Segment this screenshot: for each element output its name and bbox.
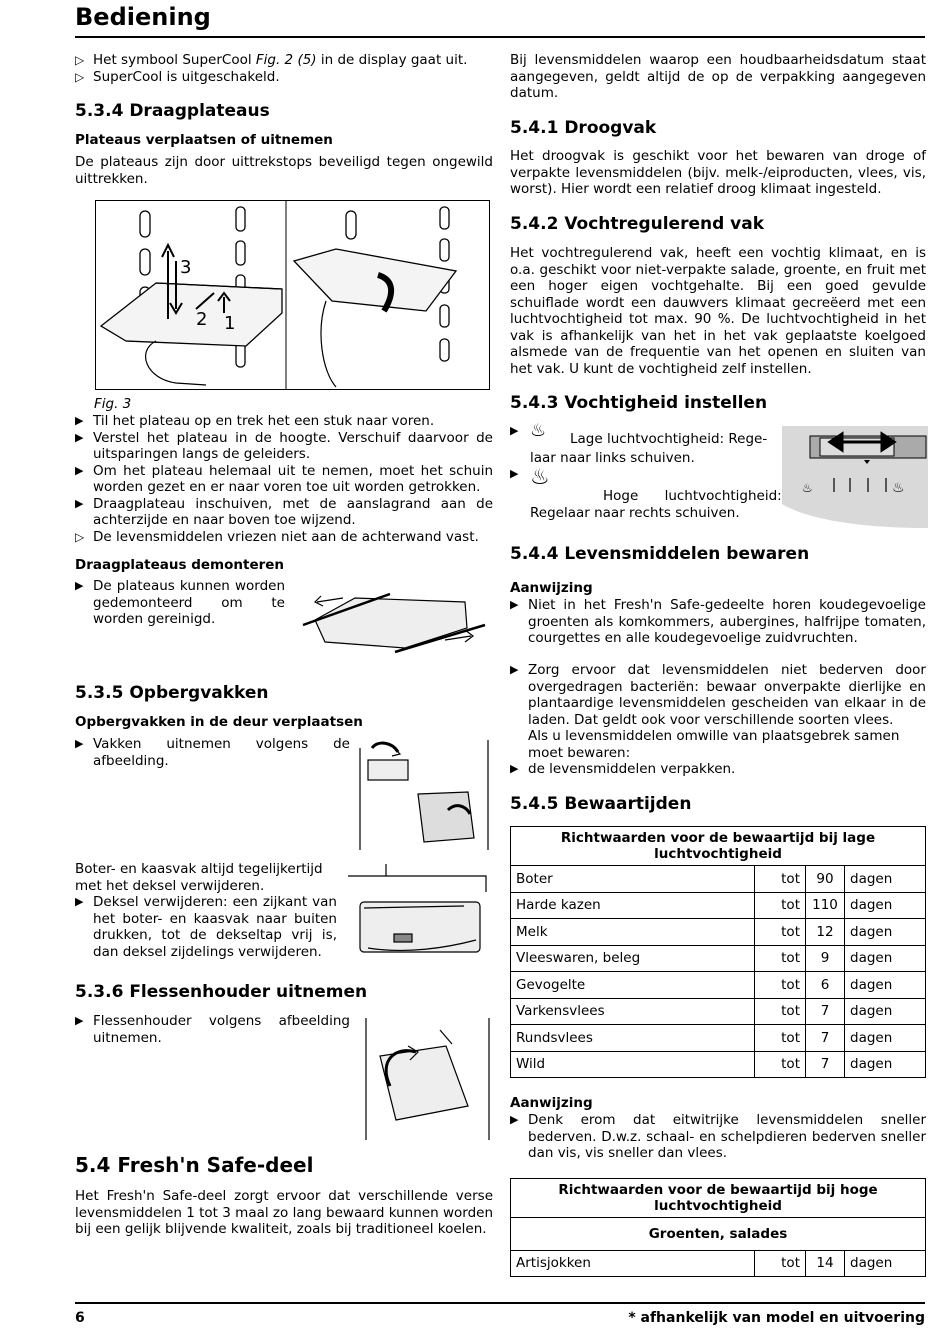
- step-item: ▶ Om het plateau helemaal uit te nemen, moet het schuin worden gezet en er naar voren toe uit worden getrokken.: [75, 462, 493, 495]
- cell: tot: [755, 1025, 806, 1052]
- demount-illustration: [295, 580, 488, 662]
- figure-door-shelf: [358, 738, 490, 850]
- fig-label: 3: [180, 257, 192, 278]
- step-item: ▶ De plateaus kunnen worden gedemonteerd om te worden gereinigd.: [75, 578, 285, 627]
- table-row: [511, 866, 926, 893]
- table-header-row: [511, 827, 926, 866]
- bottle-holder-illustration: [356, 1016, 491, 1140]
- step-text: Vakken uitnemen volgens de afbeelding.: [93, 736, 350, 769]
- cell: tot: [755, 866, 806, 893]
- step-item: ▶ Flessenhouder volgens afbeelding uitnemen.: [75, 1013, 350, 1046]
- paragraph: Het droogvak is geschikt voor het bewaren van droge of verpakte levensmiddelen (bijv. melk-/eiproducten, vlees, vis, worst). Hier wordt een relatief droog klimaat ingesteld.: [510, 148, 926, 197]
- table-row: [511, 1025, 926, 1052]
- note-item: ▶ Zorg ervoor dat levensmiddelen niet bederven door overgedragen bacteriën: bewaar onverpakte dierlijke en plantaardige levensmiddelen gescheiden van elkaar in de laden. Dat geldt ook voor verschillende soorten vlees.: [510, 662, 926, 728]
- butter-compartment-illustration: [346, 862, 491, 970]
- section-heading: 5.3.5 Opbergvakken: [75, 683, 269, 703]
- section-heading: 5.4.3 Vochtigheid instellen: [510, 393, 768, 413]
- cell: tot: [755, 972, 806, 999]
- cell: dagen: [845, 1025, 926, 1052]
- step-text: Deksel verwijderen: een zijkant van het boter- en kaasvak naar buiten drukken, tot de dekseltap vrij is, dan deksel zijdelings verwijderen.: [93, 894, 337, 960]
- fig-label: 2: [196, 309, 208, 330]
- humidity-regulator-figure: [782, 412, 928, 528]
- paragraph: Het Fresh'n Safe-deel zorgt ervoor dat verschillende verse levensmiddelen 1 tot 3 maal zo lang bewaard kunnen worden bij een gelijk blijvende kwaliteit, zoals bij traditioneel koelen.: [75, 1188, 493, 1237]
- footer-note: * afhankelijk van model en uitvoering: [628, 1310, 925, 1326]
- subheading: Draagplateaus demonteren: [75, 557, 285, 573]
- cell: tot: [755, 919, 806, 946]
- notes-list: [510, 662, 926, 778]
- footer-rule: [75, 1302, 925, 1304]
- cell: tot: [755, 1051, 806, 1078]
- cell: Gevogelte: [511, 972, 755, 999]
- high-humidity-icon: ♨: [530, 465, 550, 490]
- high-humidity-text: Hoge luchtvochtigheid:: [603, 488, 782, 504]
- cell: tot: [755, 892, 806, 919]
- page-number: 6: [75, 1310, 85, 1326]
- paragraph: Het vochtregulerend vak, heeft een vochtig klimaat, en is o.a. geschikt voor niet-verpakte salade, groente, en fruit met een hoger eigen vochtgehalte. Bij een goed gevulde schuiflade wordt een dauwvers klimaat gecreëerd met een luchtvochtigheid tot max. 90 %. De luchtvochtigheid in het vak is afhankelijk van het in het vak geplaatste koelgoed alsmede van de frequentie van het openen en sluiten van het vak. U kunt de vochtigheid zelf instellen.: [510, 245, 926, 377]
- cell: dagen: [845, 998, 926, 1025]
- storage-table-high: [510, 1178, 926, 1277]
- step-text: De plateaus kunnen worden gedemonteerd om te worden gereinigd.: [93, 578, 285, 627]
- paragraph: Bij levensmiddelen waarop een houdbaarheidsdatum staat aangegeven, geldt altijd de op de verpakking aangegeven datum.: [510, 52, 926, 101]
- note-heading: Aanwijzing: [510, 1095, 593, 1111]
- storage-table-low: [510, 826, 926, 1078]
- cell: dagen: [845, 972, 926, 999]
- cell: 12: [806, 919, 845, 946]
- section-heading: 5.3.6 Flessenhouder uitnemen: [75, 982, 368, 1002]
- section-heading: 5.4.5 Bewaartijden: [510, 794, 692, 814]
- table-row: [511, 919, 926, 946]
- intro-text: Het symbool SuperCool: [93, 52, 256, 68]
- table-row: [511, 1250, 926, 1277]
- figure-demount: [295, 580, 488, 662]
- low-humidity-text: Lage luchtvochtigheid: Rege-: [570, 431, 768, 447]
- result-text: De levensmiddelen vriezen niet aan de achterwand vast.: [93, 528, 479, 545]
- subheading: Opbergvakken in de deur verplaatsen: [75, 714, 363, 730]
- table-subheader-row: [511, 1218, 926, 1251]
- cell: dagen: [845, 945, 926, 972]
- cell: dagen: [845, 892, 926, 919]
- cell: Boter: [511, 866, 755, 893]
- step-item: ▶ Til het plateau op en trek het een stuk naar voren.: [75, 413, 435, 429]
- page-title: Bediening: [75, 3, 211, 31]
- low-icon: ♨: [802, 481, 813, 495]
- header-rule: [75, 36, 925, 38]
- step-item: ▶ Draagplateau inschuiven, met de aanslagrand aan de achterzijde en naar boven toe wijzend.: [75, 495, 493, 528]
- step-text: Draagplateau inschuiven, met de aanslagrand aan de achterzijde en naar boven toe wijzend.: [93, 495, 493, 528]
- step-item: ▶ Verstel het plateau in de hoogte. Verschuif daarvoor de uitsparingen langs de geleiders.: [75, 429, 493, 462]
- result-item: ▷ De levensmiddelen vriezen niet aan de achterwand vast.: [75, 528, 479, 545]
- cell: dagen: [845, 1051, 926, 1078]
- high-humidity-text: Regelaar naar rechts schuiven.: [530, 505, 740, 521]
- cell: dagen: [845, 919, 926, 946]
- cell: dagen: [845, 1250, 926, 1277]
- section-heading: 5.4.2 Vochtregulerend vak: [510, 214, 765, 234]
- note-item: ▶ Denk erom dat eitwitrijke levensmiddelen sneller bederven. D.w.z. schaal- en schelpdieren bederven sneller dan vis, vis sneller dan vlees.: [510, 1112, 926, 1161]
- cell: Wild: [511, 1051, 755, 1078]
- table-row: [511, 998, 926, 1025]
- fig-caption: Fig. 3: [94, 396, 132, 412]
- note-text: Niet in het Fresh'n Safe-gedeelte horen koudegevoelige groenten als komkommers, aubergines, halfrijpe tomaten, courgettes en alle koudegevoelige zuidvruchten.: [528, 597, 926, 646]
- cell: 7: [806, 1051, 845, 1078]
- high-icon: ♨: [892, 480, 905, 496]
- cell: Artisjokken: [511, 1250, 755, 1277]
- cell: Harde kazen: [511, 892, 755, 919]
- intro-text-post: in de display gaat uit.: [316, 52, 468, 68]
- step-text: Om het plateau helemaal uit te nemen, moet het schuin worden gezet en er naar voren toe uit worden getrokken.: [93, 462, 493, 495]
- fig-label: 1: [224, 313, 236, 334]
- cell: tot: [755, 1250, 806, 1277]
- humidity-regulator-illustration: [782, 412, 928, 528]
- subheading: Plateaus verplaatsen of uitnemen: [75, 132, 333, 148]
- cell: 6: [806, 972, 845, 999]
- figure-shelf: [95, 200, 490, 390]
- step-text: Til het plateau op en trek het een stuk naar voren.: [93, 413, 435, 429]
- cell: 14: [806, 1250, 845, 1277]
- table-title: Richtwaarden voor de bewaartijd bij lage luchtvochtigheid: [511, 827, 926, 866]
- paragraph: De plateaus zijn door uittrekstops beveiligd tegen ongewild uittrekken.: [75, 154, 493, 187]
- table-row: [511, 972, 926, 999]
- intro-text: SuperCool is uitgeschakeld.: [93, 68, 280, 85]
- bullet: ▶: [510, 424, 519, 437]
- paragraph: Boter- en kaasvak altijd tegelijkertijd met het deksel verwijderen.: [75, 861, 323, 894]
- section-heading: 5.3.4 Draagplateaus: [75, 101, 270, 121]
- notes-list: [510, 597, 926, 647]
- low-humidity-icon: ♨: [530, 420, 547, 441]
- cell: 7: [806, 998, 845, 1025]
- fig-ref: Fig. 2 (5): [255, 52, 317, 68]
- section-heading: 5.4.1 Droogvak: [510, 118, 657, 138]
- result-item: ▷ Het symbool SuperCool Fig. 2 (5) in de display gaat uit.: [75, 52, 468, 68]
- note-item: ▶ de levensmiddelen verpakken.: [510, 761, 736, 777]
- notes-list: [510, 1112, 926, 1162]
- cell: 7: [806, 1025, 845, 1052]
- cell: Varkensvlees: [511, 998, 755, 1025]
- step-text: Flessenhouder volgens afbeelding uitnemen.: [93, 1013, 350, 1046]
- cell: Rundsvlees: [511, 1025, 755, 1052]
- cell: 110: [806, 892, 845, 919]
- low-humidity-text: laar naar links schuiven.: [530, 450, 695, 466]
- step-item: ▶ Deksel verwijderen: een zijkant van het boter- en kaasvak naar buiten drukken, tot de dekseltap vrij is, dan deksel zijdelings verwijderen.: [75, 894, 337, 960]
- note-item: ▶ Niet in het Fresh'n Safe-gedeelte horen koudegevoelige groenten als komkommers, aubergines, halfrijpe tomaten, courgettes en alle koudegevoelige zuidvruchten.: [510, 597, 926, 646]
- note-heading: Aanwijzing: [510, 580, 593, 596]
- table-row: [511, 892, 926, 919]
- door-shelf-illustration: [358, 738, 490, 850]
- note-text: Denk erom dat eitwitrijke levensmiddelen sneller bederven. D.w.z. schaal- en schelpdieren bederven sneller dan vis, vis sneller dan vlees.: [528, 1112, 926, 1161]
- section-heading: 5.4 Fresh'n Safe-deel: [75, 1153, 314, 1177]
- figure-butter-compartment: [346, 862, 491, 970]
- step-item: ▶ Vakken uitnemen volgens de afbeelding.: [75, 736, 350, 769]
- step-text: Verstel het plateau in de hoogte. Verschuif daarvoor de uitsparingen langs de geleiders.: [93, 429, 493, 462]
- cell: tot: [755, 945, 806, 972]
- cell: 9: [806, 945, 845, 972]
- shelf-illustration: [96, 201, 489, 389]
- note-text: Zorg ervoor dat levensmiddelen niet bederven door overgedragen bacteriën: bewaar onverpakte dierlijke en plantaardige levensmiddelen gescheiden van elkaar in de laden. Dat geldt ook voor verschillende soorten vlees.: [528, 662, 926, 728]
- table-subtitle: Groenten, salades: [511, 1218, 926, 1251]
- left-column: [75, 52, 493, 85]
- steps-list: [75, 413, 493, 545]
- section-heading: 5.4.4 Levensmiddelen bewaren: [510, 544, 810, 564]
- cell: dagen: [845, 866, 926, 893]
- note-text: de levensmiddelen verpakken.: [528, 761, 736, 777]
- cell: 90: [806, 866, 845, 893]
- cell: Melk: [511, 919, 755, 946]
- cell: tot: [755, 998, 806, 1025]
- cell: Vleeswaren, beleg: [511, 945, 755, 972]
- table-title: Richtwaarden voor de bewaartijd bij hoge luchtvochtigheid: [511, 1179, 926, 1218]
- result-item: ▷ SuperCool is uitgeschakeld.: [75, 68, 280, 85]
- note-continuation: Als u levensmiddelen omwille van plaatsgebrek samen moet bewaren:: [528, 728, 900, 761]
- bullet: ▶: [510, 467, 519, 480]
- figure-bottle-holder: [356, 1016, 491, 1140]
- table-row: [511, 1051, 926, 1078]
- table-row: [511, 945, 926, 972]
- table-header-row: [511, 1179, 926, 1218]
